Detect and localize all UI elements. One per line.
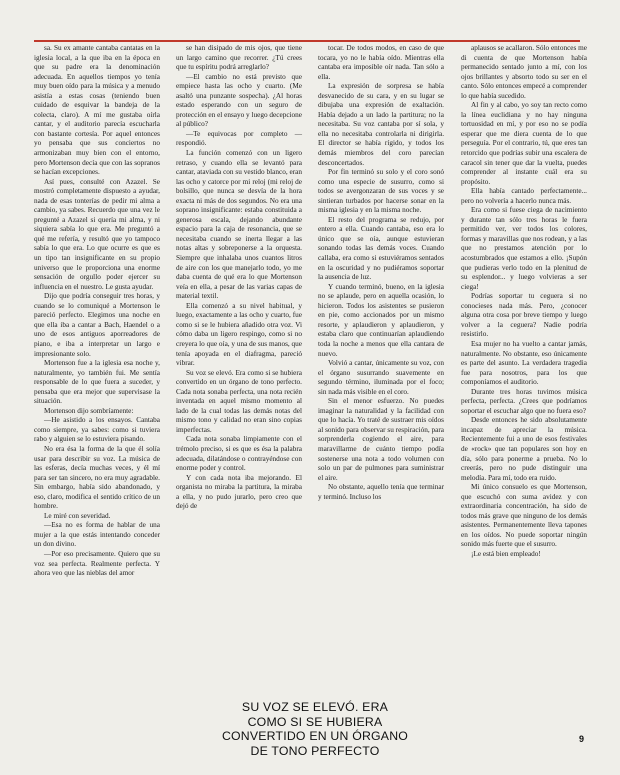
article-column-3 [318, 44, 444, 502]
paragraph: —Te equivocas por completo —respondió. [176, 129, 302, 148]
article-column-2 [176, 44, 302, 512]
paragraph: aplausos se acallaron. Sólo entonces me di cuenta de que Mortenson había permanecido sentado junto a mí, con los ojos brillantes y absorto todo su ser en el canto. Sólo entonces empecé a comprender lo que había sucedido. [461, 44, 587, 100]
paragraph: Sin el menor esfuerzo. No puedes imaginar la naturalidad y la facilidad con que lo hacía. Yo traté de sustraer mis oídos al sonido para observar su respiración, para sorprenderla cogiendo el aire, para maravillarme de cuánto tiempo podía sostenerse una nota a todo volumen con solo un par de pulmones para suministrar el aire. [318, 397, 444, 482]
paragraph: El resto del programa se redujo, por entero a ella. Cuando cantaba, eso era lo único que se oía, aunque estuvieran sonando todas las demás voces. Cuando callaba, era como si estuviéramos sentados en la oscuridad y no pudiéramos soportar la ausencia de luz. [318, 215, 444, 282]
paragraph: Mi único consuelo es que Mortenson, que escuchó con suma avidez y con extraordinaria concentración, ha sido de todos más grave que ninguno de los demás asistentes. Permanentemente lleva tapones en los oídos. No puede soportar ningún sonido más fuerte que el susurro. [461, 483, 587, 549]
paragraph: —He asistido a los ensayos. Cantaba como siempre, ya sabes: como si tuviera rabo y alguien se lo estuviera pisando. [34, 416, 160, 444]
page-number: 9 [579, 734, 585, 744]
top-red-rule [34, 40, 580, 42]
paragraph: Durante tres horas tuvimos música perfecta, perfecta. ¿Crees que podríamos soportar el escuchar algo que no fuera eso? [461, 387, 587, 415]
paragraph: Desde entonces he sido absolutamente incapaz de apreciar la música. Recientemente fui a uno de esos festivales de «rock» que tan populares son hoy en día, sólo para ponerme a prueba. No lo creerás, pero no pude distinguir una melodía. Para mí, todo era ruido. [461, 416, 587, 482]
paragraph: Volvió a cantar, únicamente su voz, con el órgano susurrando suavemente en segundo término, iluminada por el foco; sin nada más visible en el coro. [318, 359, 444, 396]
paragraph: —Por eso precisamente. Quiero que su voz sea perfecta. Realmente perfecta. Y ahora veo que las nieblas del amor [34, 549, 160, 578]
paragraph: Esa mujer no ha vuelto a cantar jamás, naturalmente. No obstante, eso únicamente es parte del asunto. La verdadera tragedia fue para nosotros, para los que componíamos el auditorio. [461, 339, 587, 387]
paragraph: ¡Le está bien empleado! [471, 549, 541, 558]
paragraph: Era como si fuese ciega de nacimiento y durante tan sólo tres horas le fuera permitido ver, ver todos los colores, formas y maravillas que nos rodean, y a las que no prestamos atención por lo acostumbrados que estamos a ello. ¡Supón que pudieras verlo todo en la plenitud de su esplendor... y luego volvieras a ser ciega! [461, 206, 587, 291]
pull-quote-line: DE TONO PERFECTO [250, 743, 380, 758]
pull-quote-line: SU VOZ SE ELEVÓ. ERA [241, 700, 389, 714]
paragraph: No obstante, aquello tenía que terminar y terminó. Incluso los [318, 483, 444, 501]
paragraph: La función comenzó con un ligero retraso, y cuando ella se levantó para cantar, ataviada con su vestido blanco, eran las ocho y catorce por mi reloj (mi reloj de bolsillo, que nunca se desvía de la hora exacta ni más de dos segundos. No era una soprano insignificante: estaba constituida a generosa escala, dejando abundante espacio para la caja de resonancia, que se necesitaba cuando se inerta llegar a las notas altas y sobreponerse a la orquesta. Siempre que inhalaba unos cuantos litros de aire con los que manejarlo todo, yo me daba cuenta de qué era lo que Mortenson veía en ella, a pesar de las varias capas de material textil. [176, 149, 302, 301]
article-column-1 [34, 44, 160, 579]
article-column-4 [461, 44, 587, 560]
paragraph: —El cambio no está previsto que empiece hasta las ocho y cuarto. (Me asaltó una punzante sospecha). ¿Al horas estado esperando con un seguro de protección en el ensayo y luego decepcione al público? [176, 72, 303, 129]
paragraph: Dijo que podría conseguir tres horas, y cuando se lo comuniqué a Mortenson le pareció perfecto. Elegimos una noche en que ella iba a cantar a Bach, Haendel o a uno de esos antiguos aporreadores de piano, e iba a interpretar un largo e impresionante solo. [34, 292, 160, 358]
paragraph: Así pues, consulté con Azazel. Se mostró completamente dispuesto a ayudar, nada de esas tonterías de pedir mi alma a cambio, ya sabes. Recuerdo que una vez le pregunté a Azazel si quería mi alma, y ni siquiera sabía lo que era. Me preguntó a qué me refería, y resultó que yo tampoco sabía lo que era. Lo que ocurre es que es un tipo tan insignificante en su propio universo que le proporciona una enorme sensación de orgullo poder ejercer su influencia en el nuestro. Le gusta ayudar. [34, 177, 160, 291]
paragraph: se han disipado de mis ojos, que tiene un largo camino que recorrer. ¿Tú crees que tu espíritu podrá arreglarlo? [176, 44, 302, 72]
paragraph: Mortenson fue a la iglesia esa noche y, naturalmente, yo también fui. Me sentía responsable de lo que fuera a suceder, y pensaba que era mejor que supervisase la situación. [34, 359, 160, 406]
paragraph: Y con cada nota iba mejorando. El organista no miraba la partitura, la miraba a ella, y no pudo jurarlo, pero creo que dejó de [176, 473, 302, 511]
paragraph: Le miré con severidad. [44, 511, 111, 520]
paragraph: Y cuando terminó, bueno, en la iglesia no se aplaude, pero en aquella ocasión, lo hicieron. Todos los asistentes se pusieron en pie, como accionados por un mismo resorte, y aplaudieron y aplaudieron, y estaba claro que continuarían aplaudiendo toda la noche a menos que ella cantara de nuevo. [318, 282, 444, 358]
paragraph: tocar. De todos modos, en caso de que tocara, yo no le había oído. Mientras ella cantaba era imposible oír nada. Tan sólo a ella. [318, 44, 444, 81]
paragraph: Mortenson dijo sombríamente: [44, 406, 134, 415]
paragraph: La expresión de sorpresa se había desvanecido de su cara, y en su lugar se dibujaba una expresión de exaltación. Había dejado a un lado la partitura; no la necesitaba. Su voz cantaba por sí sola, y ella no necesitaba controlarla ni dirigirla. El director se había rígido, y todos los demás miembros del coro parecían desconcertados. [318, 82, 444, 167]
paragraph: Podrías soportar tu ceguera si no conocieses nada más. Pero, ¿conocer alguna otra cosa por breve tiempo y luego volver a la ceguera? Nadie podría resistirlo. [461, 292, 587, 339]
paragraph: Cada nota sonaba limpiamente con el trémolo preciso, si es que es ésa la palabra adecuada, dilatándose o contrayéndose con enorme poder y control. [176, 435, 302, 473]
paragraph: —Esa no es forma de hablar de una mujer a la que estás intentando conceder un don divino. [34, 521, 160, 549]
paragraph: No era ésa la forma de la que él solía usar para describir su voz. La música de las esferas, decía muchas veces, y él mí para ser tan sincero, no era muy agradable. Sin embargo, había sido abandonado, y eso, claro, modifica el sentido crítico de un hombre. [34, 444, 160, 511]
paragraph: Al fin y al cabo, yo soy tan recto como la línea euclidiana y no hay ninguna tortuosidad en mí, y por eso no se podía esperar que me diera cuenta de lo que perseguía. Por el contrario, tú, que eres tan retorcido que podrías subir una escalera de caracol sin tener que dar la vuelta, puedes comprender al instante cuál era su propósito. [461, 101, 587, 186]
paragraph: Su voz se elevó. Era como si se hubiera convertido en un órgano de tono perfecto. Cada nota sonaba perfecta, una nota recién inventada en aquel mismo momento al lado de la cual todas las demás notas del mismo tono y calidad no eran sino copias imperfectas. [176, 368, 302, 434]
pull-quote-line: CONVERTIDO EN UN ÓRGANO [221, 729, 409, 744]
pull-quote [215, 700, 415, 758]
paragraph: Por fin terminó su solo y el coro sonó como una especie de susurro, como si todos se avergonzaran de sus voces y se sintieran turbados por hacerse sonar en la misma iglesia y en la misma noche. [318, 168, 444, 215]
paragraph: Ella comenzó a su nivel habitual, y luego, exactamente a las ocho y cuarto, fue como si se le hubiera añadido otra voz. Vi cómo daba un ligero respingo, como si no creyera lo que oía, y una de sus manos, que tenía apoyada en el diafragma, pareció vibrar. [176, 301, 302, 368]
pull-quote-line: COMO SI SE HUBIERA [247, 714, 383, 729]
paragraph: sa. Su ex amante cantaba cantatas en la iglesia local, a la que iba en la época en que su padre era la denominación adecuada. En aquellos tiempos yo tenía muy buen oído para la música y a menudo asistía a estas cosas (teniendo buen cuidado de esquivar la bandeja de la colecta, claro). A mí me gustaba oírla cantar, y el auditorio parecía escucharla con bastante cortesía. Por aquel entonces yo pensaba que sus conciertos no armonizaban muy bien con el entorno, pero Mortenson decía que con las sopranos se hacían excepciones. [34, 44, 160, 177]
paragraph: Ella había cantado perfectamente... pero no volvería a hacerlo nunca más. [461, 187, 587, 205]
